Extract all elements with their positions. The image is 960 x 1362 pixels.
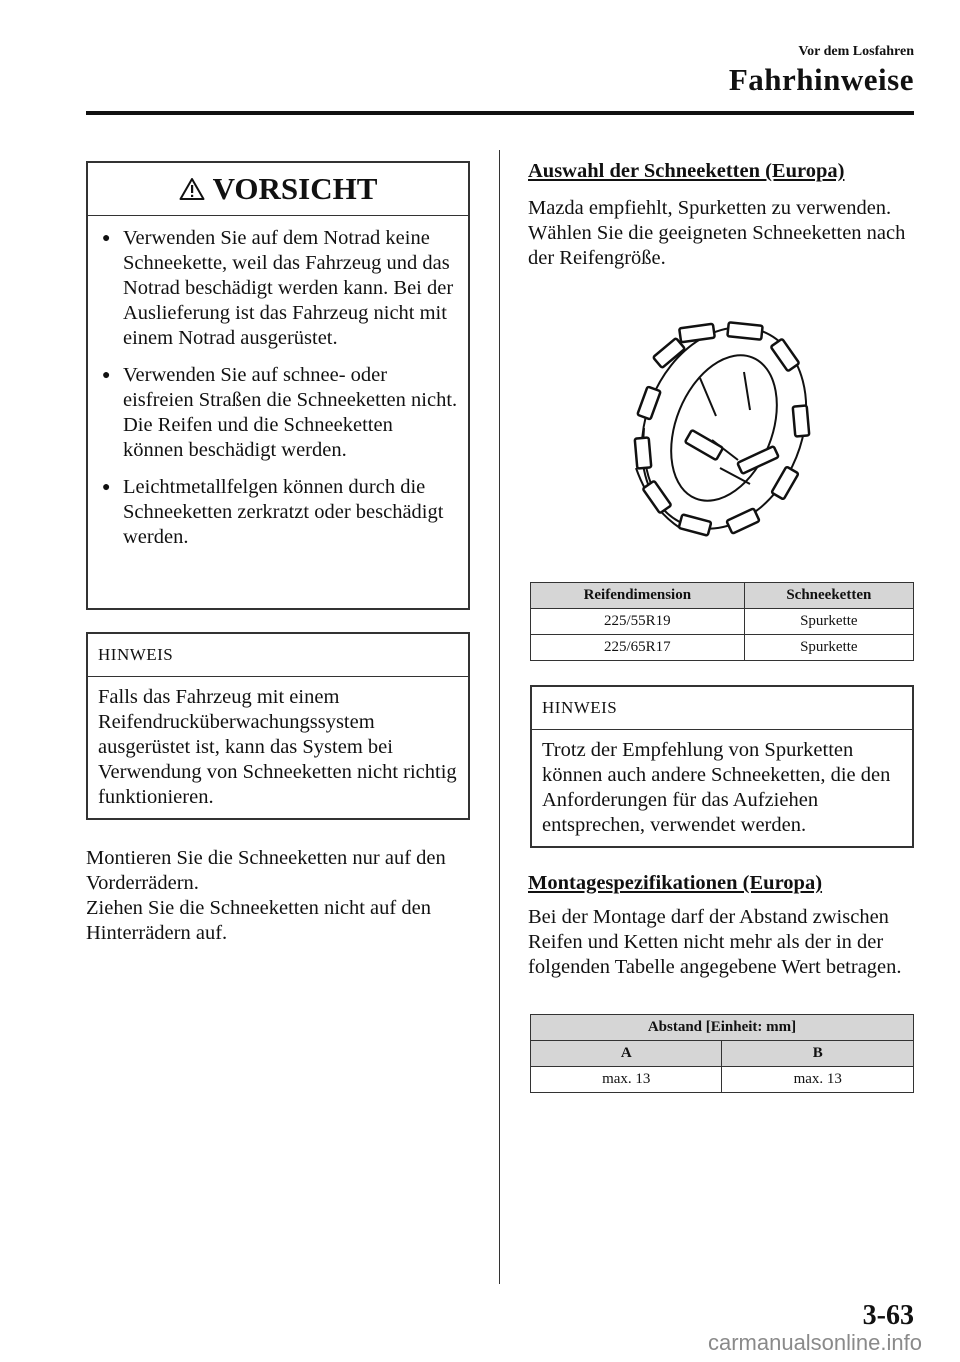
note-text: Trotz der Empfehlung von Spurketten können auch andere Schneeketten, die den Anforderungen für das Aufziehen entsprechen, verwendet werden. [542, 739, 891, 836]
table-header-row [531, 1041, 914, 1067]
table-cell: 225/55R19 [531, 609, 745, 635]
note-box-other-chains [530, 685, 914, 848]
table-cell: Spurkette [744, 609, 913, 635]
page-title: Fahrhinweise [728, 62, 914, 97]
warning-list [88, 216, 468, 550]
warning-item [102, 363, 458, 463]
column-divider [499, 150, 500, 1284]
section-text-chain-selection: Mazda empfiehlt, Spurketten zu verwenden. Wählen Sie die geeigneten Schneeketten nach der Reifengröße. [528, 197, 906, 269]
table-header-cell: A [531, 1041, 722, 1067]
header-divider [86, 111, 914, 115]
table-header-cell: Schneeketten [744, 583, 913, 609]
section-heading-chain-selection: Auswahl der Schneeketten (Europa) [528, 160, 845, 182]
front-wheels-paragraph: Montieren Sie die Schneeketten nur auf den Vorderrädern. [86, 847, 446, 894]
page-number: 3-63 [862, 1300, 914, 1331]
table-cell: Spurkette [744, 635, 913, 661]
table-header-cell: Reifendimension [531, 583, 745, 609]
warning-item-text: Verwenden Sie auf schnee- oder eisfreien Straßen die Schneeketten nicht. Die Reifen und die Schneeketten können beschädigt werden. [123, 364, 458, 461]
header-section-label: Vor dem Losfahren [798, 44, 914, 59]
table-cell: max. 13 [531, 1067, 722, 1093]
warning-title: VORSICHT [212, 171, 378, 206]
watermark: carmanualsonline.info [707, 1330, 922, 1355]
section-text-mounting-specs: Bei der Montage darf der Abstand zwischen Reifen und Ketten nicht mehr als der in der folgenden Tabelle angegebene Wert betragen. [528, 906, 902, 978]
bullet-icon: ● [102, 480, 111, 495]
warning-item-text: Leichtmetallfelgen können durch die Schneeketten zerkratzt oder beschädigt werden. [123, 476, 444, 548]
table-caption: Abstand [Einheit: mm] [531, 1015, 914, 1041]
table-header-row [531, 583, 914, 609]
table-row [531, 1067, 914, 1093]
distance-table [530, 1014, 914, 1093]
warning-triangle-icon [179, 177, 205, 201]
table-row [531, 635, 914, 661]
warning-header [88, 163, 468, 216]
snow-chain-illustration [620, 318, 812, 550]
warning-box [86, 161, 470, 610]
note-text: Falls das Fahrzeug mit einem Reifendrucküberwachungssystem ausgerüstet ist, kann das System bei Verwendung von Schneeketten nicht richtig funktionieren. [98, 686, 457, 808]
rear-wheels-paragraph: Ziehen Sie die Schneeketten nicht auf den Hinterrädern auf. [86, 897, 431, 944]
warning-item [102, 226, 458, 351]
table-caption-row [531, 1015, 914, 1041]
bullet-icon: ● [102, 231, 111, 246]
warning-item [102, 475, 458, 550]
table-cell: 225/65R17 [531, 635, 745, 661]
warning-item-text: Verwenden Sie auf dem Notrad keine Schneekette, weil das Fahrzeug und das Notrad beschädigt werden kann. Bei der Auslieferung ist das Fahrzeug nicht mit einem Notrad ausgerüstet. [123, 227, 454, 349]
table-header-cell: B [722, 1041, 914, 1067]
table-cell: max. 13 [722, 1067, 914, 1093]
note-title: HINWEIS [532, 687, 912, 730]
note-box-tire-pressure [86, 632, 470, 820]
section-heading-mounting-specs: Montagespezifikationen (Europa) [528, 872, 823, 894]
table-row [531, 609, 914, 635]
tire-chain-table [530, 582, 914, 661]
bullet-icon: ● [102, 368, 111, 383]
note-title: HINWEIS [88, 634, 468, 677]
